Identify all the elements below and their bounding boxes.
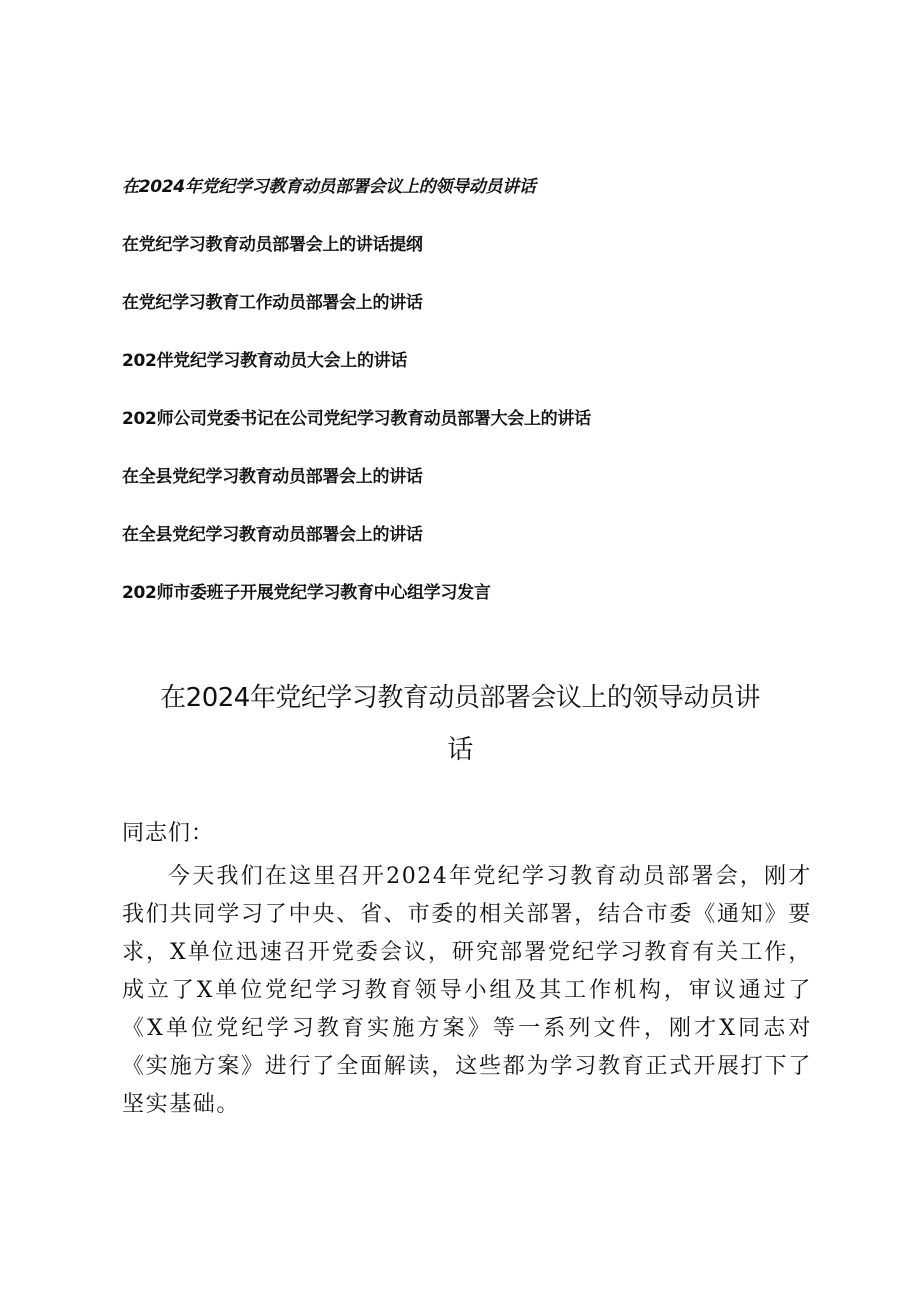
toc-item-label: 在2024年党纪学习教育动员部署会议上的领导动员讲话: [122, 177, 536, 197]
toc-item-label: 202师公司党委书记在公司党纪学习教育动员部署大会上的讲话: [122, 409, 591, 429]
toc-item-1[interactable]: [122, 172, 822, 230]
salutation: 同志们：: [122, 821, 215, 846]
toc-item-label: 在党纪学习教育工作动员部署会上的讲话: [122, 293, 423, 313]
toc-item-label: 在全县党纪学习教育动员部署会上的讲话: [122, 525, 423, 545]
toc-item-7[interactable]: [122, 520, 822, 578]
article-title: [140, 672, 780, 776]
toc-item-2[interactable]: [122, 230, 822, 288]
toc-item-label: 202伴党纪学习教育动员大会上的讲话: [122, 351, 408, 371]
article-title-line-2: 话: [447, 735, 473, 765]
toc-item-label: 在全县党纪学习教育动员部署会上的讲话: [122, 467, 423, 487]
article-title-line-1: 在2024年党纪学习教育动员部署会议上的领导动员讲: [160, 683, 760, 713]
table-of-contents: [122, 172, 822, 636]
toc-item-label: 202师市委班子开展党纪学习教育中心组学习发言: [122, 583, 491, 603]
toc-item-label: 在党纪学习教育动员部署会上的讲话提纲: [122, 235, 423, 255]
toc-item-6[interactable]: [122, 462, 822, 520]
toc-item-3[interactable]: [122, 288, 822, 346]
body-paragraph-1: 今天我们在这里召开2024年党纪学习教育动员部署会，刚才我们共同学习了中央、省、市委的相关部署，结合市委《通知》要求，X单位迅速召开党委会议，研究部署党纪学习教育有关工作，成立了X单位党纪学习教育领导小组及其工作机构，审议通过了《X单位党纪学习教育实施方案》等一系列文件，刚才X同志对《实施方案》进行了全面解读，这些都为学习教育正式开展打下了坚实基础。: [122, 864, 812, 1117]
toc-item-5[interactable]: [122, 404, 822, 462]
toc-item-4[interactable]: [122, 346, 822, 404]
toc-item-8[interactable]: [122, 578, 822, 636]
